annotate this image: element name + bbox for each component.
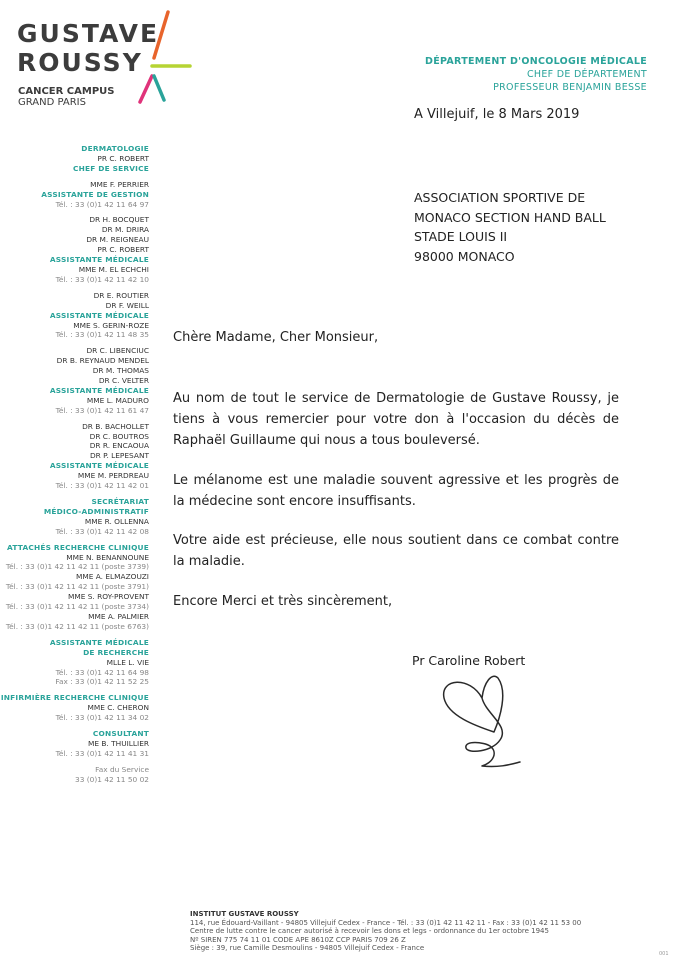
recipient-address (414, 188, 606, 266)
staff-phone: Tél. : 33 (0)1 42 11 42 11 (poste 3739) (5, 562, 149, 572)
recipient-line: STADE LOUIS II (414, 229, 508, 244)
staff-name: MME A. ELMAZOUZI (75, 572, 149, 582)
staff-name: DR P. LEPESANT (89, 451, 149, 461)
footer-legal: Centre de lutte contre le cancer autorisé à recevoir les dons et legs - ordonnance du 1er octobre 1945 (190, 927, 549, 936)
staff-name: DR C. LIBENCIUC (86, 346, 149, 356)
recipient-line: 98000 MONACO (414, 248, 515, 264)
staff-name: DR C. VELTER (98, 376, 149, 386)
staff-role-title: DE RECHERCHE (83, 647, 149, 657)
staff-phone: Tél. : 33 (0)1 42 11 42 10 (55, 274, 149, 284)
staff-phone: 33 (0)1 42 11 50 02 (75, 774, 149, 784)
staff-role-title: ASSISTANTE MÉDICALE (49, 385, 149, 395)
staff-group (0, 346, 149, 415)
department-header (425, 55, 647, 94)
staff-group (0, 543, 149, 632)
staff-role-title: CHEF DE SERVICE (72, 163, 149, 173)
staff-group (0, 497, 149, 537)
staff-name: DR B. BACHOLLET (82, 421, 149, 431)
staff-role-title: ASSISTANTE MÉDICALE (49, 255, 149, 265)
staff-name: MME A. PALMIER (88, 611, 149, 621)
logo-sub-grand-paris: GRAND PARIS (18, 97, 86, 108)
letter-date: A Villejuif, le 8 Mars 2019 (414, 107, 580, 122)
staff-name: DR F. WEILL (105, 300, 149, 310)
staff-phone: Tél. : 33 (0)1 42 11 64 98 (55, 667, 149, 677)
staff-role-title: ASSISTANTE MÉDICALE (49, 310, 149, 320)
signature-name: Pr Caroline Robert (412, 653, 526, 668)
staff-group (0, 638, 149, 688)
staff-phone: Tél. : 33 (0)1 42 11 34 02 (55, 713, 149, 723)
staff-role-title: ASSISTANTE MÉDICALE (49, 461, 149, 471)
staff-phone: Tél. : 33 (0)1 42 11 61 47 (55, 405, 149, 415)
staff-group (0, 180, 149, 210)
staff-phone: Tél. : 33 (0)1 42 11 42 11 (poste 6763) (5, 621, 149, 631)
staff-phone: Tél. : 33 (0)1 42 11 64 97 (55, 199, 149, 209)
staff-phone: Tél. : 33 (0)1 42 11 42 08 (55, 526, 149, 536)
staff-name: MLLE L. VIE (106, 657, 149, 667)
staff-name: DR E. ROUTIER (93, 290, 149, 300)
footer-address: 114, rue Édouard-Vaillant - 94805 Villejuif Cedex - France - Tél. : 33 (0)1 42 11 42 11 - Fax : 33 (0)1 42 11 53 00 (190, 918, 582, 927)
staff-group (0, 291, 149, 341)
staff-name: DR H. BOCQUET (89, 215, 149, 225)
department-chief-name: PROFESSEUR BENJAMIN BESSE (493, 82, 647, 93)
letter-greeting: Chère Madame, Cher Monsieur, (173, 330, 379, 345)
logo-line-roussy: ROUSSY (17, 48, 143, 77)
staff-name: MME C. CHERON (87, 703, 149, 713)
staff-name: MME M. EL ECHCHI (78, 264, 149, 274)
staff-name: DR B. REYNAUD MENDEL (56, 356, 149, 366)
staff-group (0, 215, 149, 284)
staff-group (0, 144, 149, 174)
footer-institution-name: INSTITUT GUSTAVE ROUSSY (190, 910, 299, 918)
logo-sub-cancer-campus: CANCER CAMPUS (18, 86, 115, 97)
staff-name: DR M. THOMAS (92, 366, 149, 376)
page-reference: 001 (659, 951, 669, 957)
staff-phone: Tél. : 33 (0)1 42 11 41 31 (55, 748, 149, 758)
recipient-line: MONACO SECTION HAND BALL (414, 209, 606, 225)
staff-phone: Tél. : 33 (0)1 42 11 42 11 (poste 3734) (5, 602, 149, 612)
staff-role-title: ASSISTANTE DE GESTION (41, 189, 149, 199)
staff-role-title: DERMATOLOGIE (81, 144, 149, 153)
staff-group (0, 422, 149, 491)
recipient-line: ASSOCIATION SPORTIVE DE (414, 190, 586, 205)
staff-name: MME S. GERIN-ROZE (73, 320, 149, 330)
logo-line-gustave: GUSTAVE (17, 19, 160, 48)
staff-name: MME R. OLLENNA (84, 516, 149, 526)
staff-group (0, 765, 149, 785)
staff-role-title: MÉDICO-ADMINISTRATIF (43, 506, 149, 516)
staff-phone: Fax du Service (95, 764, 149, 774)
staff-phone: Tél. : 33 (0)1 42 11 48 35 (55, 330, 149, 340)
footer-siege: Siège : 39, rue Camille Desmoulins - 94805 Villejuif Cedex - France (190, 944, 425, 953)
staff-name: MME M. PERDREAU (77, 471, 149, 481)
staff-name: DR C. BOUTROS (89, 431, 149, 441)
staff-name: DR M. DRIRA (101, 225, 149, 235)
footer-siren: Nº SIREN 775 74 11 01 CODE APE 8610Z CCP PARIS 709 26 Z (190, 935, 406, 944)
staff-name: MME L. MADURO (86, 395, 149, 405)
staff-role-title: ATTACHÉS RECHERCHE CLINIQUE (7, 542, 149, 552)
staff-phone: Fax : 33 (0)1 42 11 52 25 (55, 677, 149, 687)
department-chief-title: CHEF DE DÉPARTEMENT (526, 69, 647, 80)
letter-closing: Encore Merci et très sincèrement, (173, 594, 393, 609)
staff-name: DR R. ENCAOUA (89, 441, 149, 451)
staff-phone: Tél. : 33 (0)1 42 11 42 01 (55, 481, 149, 491)
institution-footer (190, 910, 581, 953)
staff-directory-sidebar (0, 144, 149, 791)
letter-paragraph-3: Votre aide est précieuse, elle nous soutient dans ce combat contre la maladie. (173, 533, 619, 569)
staff-role-title: CONSULTANT (92, 729, 149, 739)
staff-name: MME F. PERRIER (90, 179, 149, 189)
staff-group (0, 729, 149, 759)
letter-paragraph-2: Le mélanome est une maladie souvent agressive et les progrès de la médecine sont encore insuffisants. (173, 473, 619, 509)
staff-group (0, 693, 149, 723)
staff-name: PR C. ROBERT (97, 153, 149, 163)
staff-role-title: INFIRMIÈRE RECHERCHE CLINIQUE (0, 693, 149, 703)
staff-role-title: SECRÉTARIAT (91, 497, 149, 506)
staff-name: MME S. ROY-PROVENT (67, 592, 149, 602)
staff-phone: Tél. : 33 (0)1 42 11 42 11 (poste 3791) (5, 582, 149, 592)
department-name: DÉPARTEMENT D'ONCOLOGIE MÉDICALE (425, 56, 647, 67)
staff-name: MME N. BENANNOUNE (66, 552, 149, 562)
letter-paragraph-1: Au nom de tout le service de Dermatologie de Gustave Roussy, je tiens à vous remercier pour votre don à l'occasion du décès de Raphaël Guillaume qui nous a tous bouleversé. (173, 391, 619, 448)
staff-name: PR C. ROBERT (97, 245, 149, 255)
staff-role-title: ASSISTANTE MÉDICALE (49, 637, 149, 647)
handwritten-signature (436, 668, 531, 773)
staff-name: DR M. REIGNEAU (86, 235, 149, 245)
staff-name: ME B. THUILLIER (87, 738, 149, 748)
